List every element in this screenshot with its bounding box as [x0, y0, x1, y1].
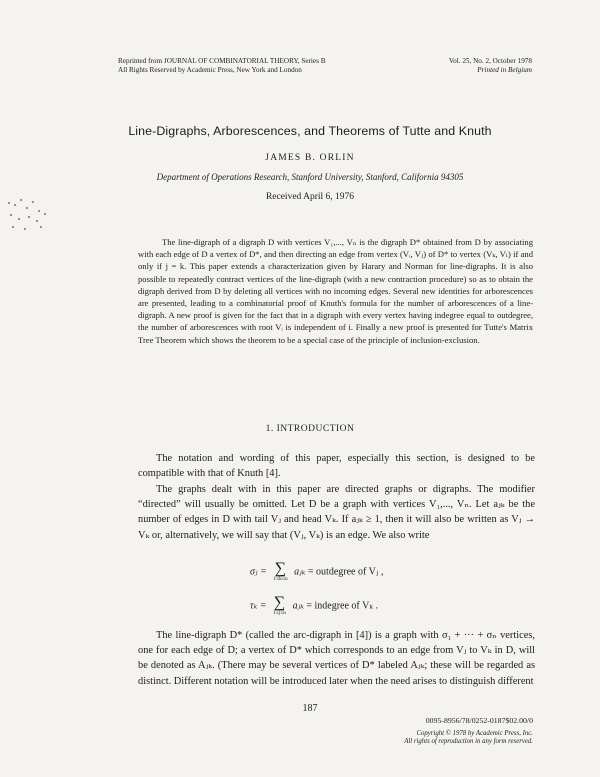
eq2-term: aⱼₖ: [292, 600, 304, 612]
page-number: 187: [302, 703, 318, 714]
copyright-notice: [330, 730, 533, 747]
paper-title: Line-Digraphs, Arborescences, and Theorems of Tutte and Knuth: [128, 124, 492, 138]
received-date: Received April 6, 1976: [265, 192, 355, 202]
equation-outdegree: [250, 562, 384, 582]
eq1-term: aⱼₖ: [294, 566, 306, 578]
rights-line: All rights of reproduction in any form reserved.: [404, 738, 533, 746]
reprint-line-1: Reprinted from JOURNAL OF COMBINATORIAL THEORY, Series B: [118, 57, 326, 65]
paragraph-1: The notation and wording of this paper, especially this section, is designed to be compatible with that of Knuth [4].: [138, 453, 535, 480]
eq1-right: = outdegree of Vⱼ ,: [307, 566, 384, 578]
affiliation: Department of Operations Research, Stanford University, Stanford, California 94305: [156, 172, 464, 182]
equation-indegree: [250, 596, 378, 616]
paragraph-2: The graphs dealt with in this paper are directed graphs or digraphs. The modifier “directed” will usually be omitted. Let D be a graph with vertices V₁,..., Vₙ. Let aⱼₖ be the number of edges in D with tail Vⱼ and head Vₖ. If aⱼₖ ≥ 1, then it will also be written as Vⱼ → Vₖ or, alternatively, we will say that (Vⱼ, Vₖ) is an edge. We also write: [138, 484, 535, 541]
reprint-line-2: All Rights Reserved by Academic Press, New York and London: [118, 66, 302, 74]
sum-symbol: ∑ 1≤j≤n: [272, 594, 287, 616]
eq1-left: σⱼ =: [250, 566, 267, 578]
printed-line: Printed in Belgium: [477, 66, 532, 74]
eq2-left: τₖ =: [250, 600, 267, 612]
section-heading: 1. INTRODUCTION: [265, 424, 355, 434]
reprint-notice: [118, 57, 378, 75]
journal-volume-info: [410, 57, 532, 75]
paragraph-3: The line-digraph D* (called the arc-digraph in [4]) is a graph with σ₁ + ··· + σₙ vertices, one for each edge of D; a vertex of D* which corresponds to an edge from Vⱼ to Vₖ in D, will be denoted as Aⱼₖ. (There may be several vertices of D* labeled Aⱼₖ; these will be regarded as distinct. Different notation will be introduced later when the need arises to distinguish different: [138, 630, 535, 687]
article-code: 0095-8956/78/0252-0187$02.00/0: [425, 716, 533, 725]
sum-symbol: ∑ 1≤k≤n: [273, 560, 288, 582]
abstract: The line-digraph of a digraph D with vertices V₁,..., Vₙ is the digraph D* obtained from D by associating with each edge of D a vertex of D*, and then directing an edge from vertex (Vᵢ, Vⱼ) of D* to vertex (Vₖ, Vₗ) if and only if j = k. This paper extends a characterization given by Harary and Norman for line-digraphs. It is also possible to repeatedly contract vertices of the line-digraph (with a new contraction procedure) so as to obtain the digraph derived from D by deleting all vertices with no incoming edges. Several new identities for arborescences are presented, leading to a combinatorial proof of Knuth's formula for the number of arborescences of a line-digraph. A new proof is given for the fact that in a digraph with every vertex having indegree equal to outdegree, the number of arborescences with root Vᵢ is independent of i. Finally a new proof is presented for Tutte's Matrix Tree Theorem which shows the theorem to be a special case of the principle of inclusion-exclusion.: [138, 237, 533, 345]
eq1-sub: 1≤k≤n: [273, 576, 288, 582]
volume-line: Vol. 25, No. 2, October 1978: [448, 57, 532, 65]
author-name: JAMES B. ORLIN: [265, 153, 355, 163]
scan-artifact: [0, 180, 56, 240]
copyright-line: Copyright © 1978 by Academic Press, Inc.: [416, 730, 533, 737]
eq2-right: = indegree of Vₖ .: [306, 600, 378, 612]
eq2-sub: 1≤j≤n: [272, 610, 287, 616]
